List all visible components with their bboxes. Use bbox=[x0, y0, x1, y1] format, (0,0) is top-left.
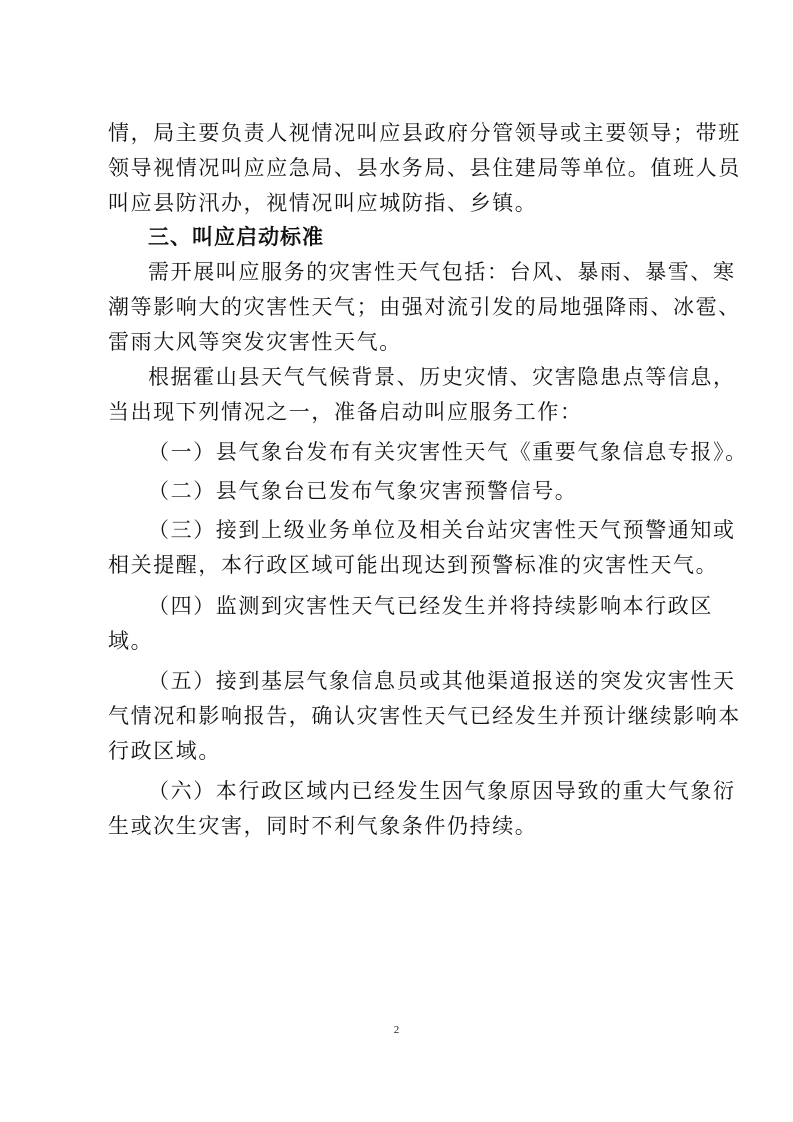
list-item-1: （一）县气象台发布有关灾害性天气《重要气象信息专报》。 bbox=[148, 440, 748, 464]
paragraph-line: 气情况和影响报告，确认灾害性天气已经发生并预计继续影响本 bbox=[108, 704, 741, 728]
paragraph-line: 生或次生灾害，同时不利气象条件仍持续。 bbox=[108, 814, 538, 838]
paragraph-line: 当出现下列情况之一，准备启动叫应服务工作： bbox=[108, 400, 583, 424]
paragraph-line: 潮等影响大的灾害性天气；由强对流引发的局地强降雨、冰雹、 bbox=[108, 295, 741, 319]
paragraph-line: 叫应县防汛办，视情况叫应城防指、乡镇。 bbox=[108, 191, 538, 215]
paragraph-line: 雷雨大风等突发灾害性天气。 bbox=[108, 330, 402, 354]
paragraph-line: 域。 bbox=[108, 629, 154, 653]
section-heading: 三、叫应启动标准 bbox=[148, 225, 324, 249]
list-item-3: （三）接到上级业务单位及相关台站灾害性天气预警通知或 bbox=[148, 518, 736, 542]
list-item-6: （六）本行政区域内已经发生因气象原因导致的重大气象衍 bbox=[148, 779, 736, 803]
list-item-2: （二）县气象台已发布气象灾害预警信号。 bbox=[148, 479, 578, 503]
page-number: 2 bbox=[393, 1024, 400, 1036]
paragraph-line: 领导视情况叫应应急局、县水务局、县住建局等单位。值班人员 bbox=[108, 156, 741, 180]
paragraph-line: 情，局主要负责人视情况叫应县政府分管领导或主要领导；带班 bbox=[108, 121, 741, 145]
paragraph-line: 行政区域。 bbox=[108, 739, 221, 763]
list-item-5: （五）接到基层气象信息员或其他渠道报送的突发灾害性天 bbox=[148, 669, 736, 693]
paragraph-line: 需开展叫应服务的灾害性天气包括：台风、暴雨、暴雪、寒 bbox=[148, 260, 736, 284]
paragraph-line: 相关提醒，本行政区域可能出现达到预警标准的灾害性天气。 bbox=[108, 553, 719, 577]
paragraph-line: 根据霍山县天气气候背景、历史灾情、灾害隐患点等信息， bbox=[148, 365, 736, 389]
list-item-4: （四）监测到灾害性天气已经发生并将持续影响本行政区 bbox=[148, 594, 713, 618]
